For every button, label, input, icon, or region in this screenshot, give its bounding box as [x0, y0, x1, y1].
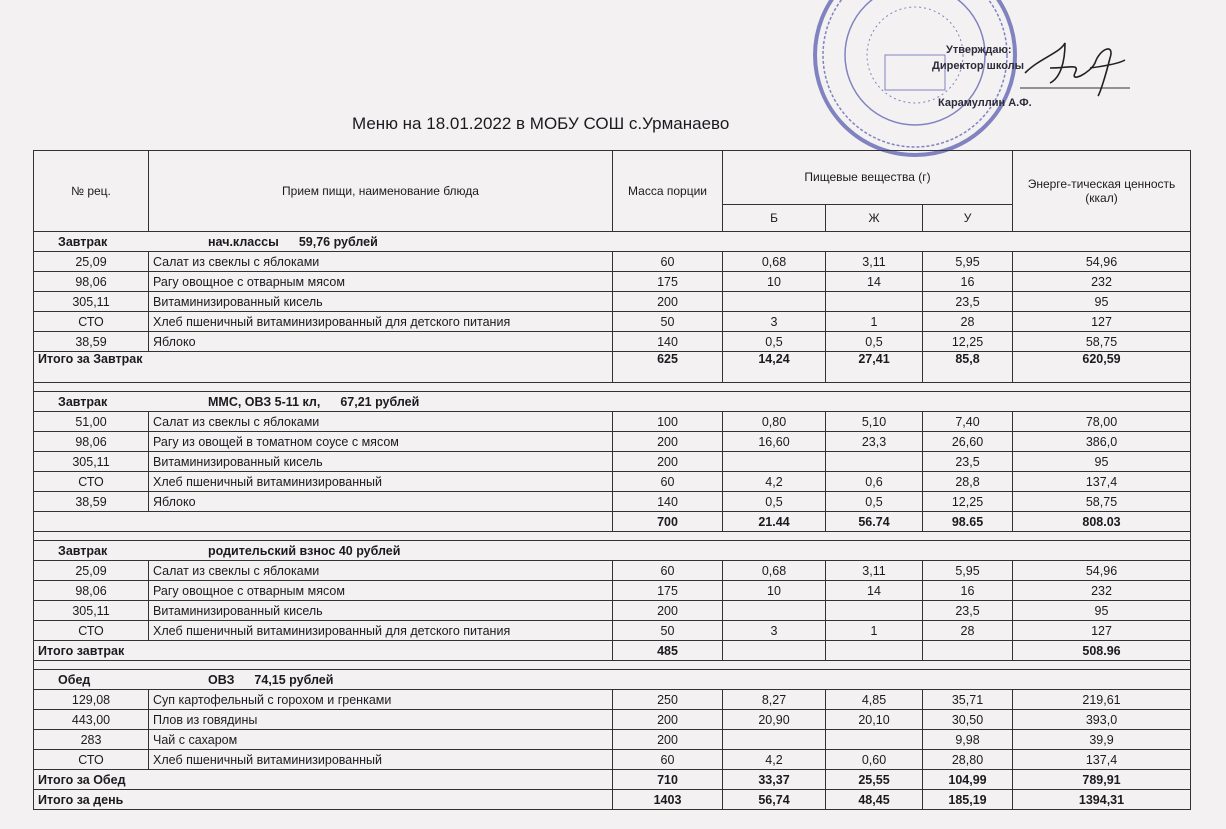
dish-name: Салат из свеклы с яблоками — [149, 252, 613, 272]
portion-mass: 60 — [613, 561, 723, 581]
portion-mass: 60 — [613, 750, 723, 770]
col-energy: Энерге-тическая ценность (ккал) — [1013, 151, 1191, 232]
table-row — [34, 432, 1191, 452]
col-mass: Масса порции — [613, 151, 723, 232]
group-label: родительский взнос 40 рублей — [208, 543, 401, 558]
carbs: 28,80 — [923, 750, 1013, 770]
fat — [826, 730, 923, 750]
section-title — [34, 392, 1191, 412]
menu-body — [34, 232, 1191, 810]
table-row — [34, 332, 1191, 352]
protein: 10 — [723, 272, 826, 292]
table-row — [34, 750, 1191, 770]
energy: 137,4 — [1013, 472, 1191, 492]
dish-name: Плов из говядины — [149, 710, 613, 730]
protein: 16,60 — [723, 432, 826, 452]
day-total-carbs: 185,19 — [923, 790, 1013, 810]
portion-mass: 50 — [613, 621, 723, 641]
col-carbs: У — [923, 204, 1013, 231]
fat: 23,3 — [826, 432, 923, 452]
col-dish: Прием пищи, наименование блюда — [149, 151, 613, 232]
portion-mass: 140 — [613, 492, 723, 512]
protein — [723, 601, 826, 621]
section-total-row — [34, 641, 1191, 661]
table-row — [34, 292, 1191, 312]
carbs: 28 — [923, 312, 1013, 332]
fat: 3,11 — [826, 561, 923, 581]
protein: 10 — [723, 581, 826, 601]
dish-name: Хлеб пшеничный витаминизированный — [149, 750, 613, 770]
dish-name: Яблоко — [149, 332, 613, 352]
spacer-cell — [34, 383, 1191, 392]
rec-number: 38,59 — [34, 492, 149, 512]
fat — [826, 452, 923, 472]
approve-label: Утверждаю: — [946, 44, 1012, 56]
table-row — [34, 730, 1191, 750]
dish-name: Хлеб пшеничный витаминизированный для детского питания — [149, 621, 613, 641]
total-energy: 789,91 — [1013, 770, 1191, 790]
section-header — [34, 670, 1191, 690]
energy: 95 — [1013, 292, 1191, 312]
protein: 0,68 — [723, 561, 826, 581]
fat: 0,5 — [826, 492, 923, 512]
signature — [1020, 38, 1140, 98]
energy: 137,4 — [1013, 750, 1191, 770]
protein — [723, 452, 826, 472]
fat: 0,60 — [826, 750, 923, 770]
total-fat: 25,55 — [826, 770, 923, 790]
table-row — [34, 252, 1191, 272]
total-label: Итого завтрак — [34, 641, 613, 661]
protein: 3 — [723, 312, 826, 332]
portion-mass: 140 — [613, 332, 723, 352]
section-header — [34, 232, 1191, 252]
rec-number: СТО — [34, 312, 149, 332]
protein: 0,5 — [723, 332, 826, 352]
table-row — [34, 412, 1191, 432]
carbs: 12,25 — [923, 332, 1013, 352]
school-stamp — [790, 0, 1050, 160]
total-label: Итого за Завтрак — [34, 352, 613, 383]
total-fat: 56.74 — [826, 512, 923, 532]
dish-name: Хлеб пшеничный витаминизированный для детского питания — [149, 312, 613, 332]
menu-table — [33, 150, 1191, 810]
rec-number: 98,06 — [34, 272, 149, 292]
day-total-fat: 48,45 — [826, 790, 923, 810]
energy: 58,75 — [1013, 492, 1191, 512]
section-total-row — [34, 512, 1191, 532]
energy: 393,0 — [1013, 710, 1191, 730]
carbs: 26,60 — [923, 432, 1013, 452]
section-title — [34, 541, 1191, 561]
rec-number: 305,11 — [34, 452, 149, 472]
energy: 127 — [1013, 312, 1191, 332]
total-mass: 625 — [613, 352, 723, 383]
meal-label: Завтрак — [58, 234, 108, 249]
total-fat: 27,41 — [826, 352, 923, 383]
table-row — [34, 272, 1191, 292]
rec-number: 98,06 — [34, 581, 149, 601]
page-title: Меню на 18.01.2022 в МОБУ СОШ с.Урманаево — [352, 114, 730, 133]
protein: 3 — [723, 621, 826, 641]
carbs: 7,40 — [923, 412, 1013, 432]
table-row — [34, 312, 1191, 332]
meal-label: Обед — [58, 672, 91, 687]
energy: 219,61 — [1013, 690, 1191, 710]
total-mass: 710 — [613, 770, 723, 790]
rec-number: 305,11 — [34, 601, 149, 621]
total-energy: 808.03 — [1013, 512, 1191, 532]
energy: 127 — [1013, 621, 1191, 641]
col-protein: Б — [723, 204, 826, 231]
section-total-row — [34, 770, 1191, 790]
carbs: 16 — [923, 272, 1013, 292]
section-header — [34, 541, 1191, 561]
fat: 0,6 — [826, 472, 923, 492]
carbs: 12,25 — [923, 492, 1013, 512]
fat: 20,10 — [826, 710, 923, 730]
protein: 0,5 — [723, 492, 826, 512]
dish-name: Рагу из овощей в томатном соусе с мясом — [149, 432, 613, 452]
portion-mass: 200 — [613, 710, 723, 730]
carbs: 5,95 — [923, 252, 1013, 272]
fat: 4,85 — [826, 690, 923, 710]
total-carbs: 98.65 — [923, 512, 1013, 532]
col-fat: Ж — [826, 204, 923, 231]
fat: 1 — [826, 621, 923, 641]
energy: 54,96 — [1013, 252, 1191, 272]
energy: 232 — [1013, 272, 1191, 292]
total-protein: 33,37 — [723, 770, 826, 790]
price-label: 59,76 рублей — [298, 234, 378, 249]
fat: 14 — [826, 272, 923, 292]
fat: 0,5 — [826, 332, 923, 352]
group-label: ОВЗ — [208, 672, 235, 687]
portion-mass: 50 — [613, 312, 723, 332]
section-title — [34, 670, 1191, 690]
group-label: нач.классы — [208, 234, 279, 249]
total-protein — [723, 641, 826, 661]
director-name: Карамуллин А.Ф. — [938, 97, 1032, 109]
group-label: ММС, ОВЗ 5-11 кл, — [208, 394, 321, 409]
energy: 54,96 — [1013, 561, 1191, 581]
dish-name: Витаминизированный кисель — [149, 601, 613, 621]
fat — [826, 601, 923, 621]
col-nutrients: Пищевые вещества (г) — [723, 151, 1013, 205]
price-label: 74,15 рублей — [254, 672, 334, 687]
dish-name: Хлеб пшеничный витаминизированный — [149, 472, 613, 492]
table-row — [34, 472, 1191, 492]
rec-number: СТО — [34, 472, 149, 492]
spacer — [34, 383, 1191, 392]
protein — [723, 292, 826, 312]
total-carbs: 104,99 — [923, 770, 1013, 790]
dish-name: Салат из свеклы с яблоками — [149, 561, 613, 581]
meal-label: Завтрак — [58, 543, 108, 558]
col-rec-number: № рец. — [34, 151, 149, 232]
day-total-energy: 1394,31 — [1013, 790, 1191, 810]
spacer-cell — [34, 532, 1191, 541]
portion-mass: 175 — [613, 581, 723, 601]
energy: 58,75 — [1013, 332, 1191, 352]
total-energy: 508.96 — [1013, 641, 1191, 661]
dish-name: Рагу овощное с отварным мясом — [149, 581, 613, 601]
carbs: 23,5 — [923, 292, 1013, 312]
spacer — [34, 532, 1191, 541]
table-row — [34, 492, 1191, 512]
fat — [826, 292, 923, 312]
rec-number: 305,11 — [34, 292, 149, 312]
rec-number: 443,00 — [34, 710, 149, 730]
fat: 1 — [826, 312, 923, 332]
carbs: 35,71 — [923, 690, 1013, 710]
table-row — [34, 452, 1191, 472]
rec-number: 25,09 — [34, 561, 149, 581]
total-label — [34, 512, 613, 532]
total-mass: 700 — [613, 512, 723, 532]
table-row — [34, 690, 1191, 710]
table-row — [34, 561, 1191, 581]
rec-number: 283 — [34, 730, 149, 750]
price-label: 67,21 рублей — [340, 394, 420, 409]
spacer — [34, 661, 1191, 670]
dish-name: Салат из свеклы с яблоками — [149, 412, 613, 432]
carbs: 23,5 — [923, 452, 1013, 472]
portion-mass: 200 — [613, 432, 723, 452]
table-row — [34, 710, 1191, 730]
carbs: 23,5 — [923, 601, 1013, 621]
total-label: Итого за Обед — [34, 770, 613, 790]
fat: 5,10 — [826, 412, 923, 432]
carbs: 28,8 — [923, 472, 1013, 492]
director-label: Директор школы — [932, 60, 1025, 72]
rec-number: 98,06 — [34, 432, 149, 452]
rec-number: 51,00 — [34, 412, 149, 432]
fat: 3,11 — [826, 252, 923, 272]
section-total-row — [34, 352, 1191, 383]
dish-name: Суп картофельный с горохом и гренками — [149, 690, 613, 710]
day-total-row — [34, 790, 1191, 810]
fat: 14 — [826, 581, 923, 601]
carbs: 16 — [923, 581, 1013, 601]
total-protein: 21.44 — [723, 512, 826, 532]
table-row — [34, 581, 1191, 601]
carbs: 30,50 — [923, 710, 1013, 730]
protein: 20,90 — [723, 710, 826, 730]
portion-mass: 60 — [613, 472, 723, 492]
protein: 8,27 — [723, 690, 826, 710]
protein: 4,2 — [723, 750, 826, 770]
carbs: 5,95 — [923, 561, 1013, 581]
total-fat — [826, 641, 923, 661]
energy: 95 — [1013, 601, 1191, 621]
meal-label: Завтрак — [58, 394, 108, 409]
portion-mass: 200 — [613, 730, 723, 750]
total-protein: 14,24 — [723, 352, 826, 383]
portion-mass: 175 — [613, 272, 723, 292]
dish-name: Чай с сахаром — [149, 730, 613, 750]
dish-name: Витаминизированный кисель — [149, 452, 613, 472]
protein: 0,68 — [723, 252, 826, 272]
carbs: 9,98 — [923, 730, 1013, 750]
rec-number: 25,09 — [34, 252, 149, 272]
total-energy: 620,59 — [1013, 352, 1191, 383]
rec-number: СТО — [34, 750, 149, 770]
dish-name: Яблоко — [149, 492, 613, 512]
total-carbs: 85,8 — [923, 352, 1013, 383]
energy: 78,00 — [1013, 412, 1191, 432]
table-row — [34, 601, 1191, 621]
energy: 95 — [1013, 452, 1191, 472]
portion-mass: 200 — [613, 452, 723, 472]
section-header — [34, 392, 1191, 412]
energy: 386,0 — [1013, 432, 1191, 452]
rec-number: СТО — [34, 621, 149, 641]
protein: 0,80 — [723, 412, 826, 432]
protein — [723, 730, 826, 750]
day-total-protein: 56,74 — [723, 790, 826, 810]
total-mass: 485 — [613, 641, 723, 661]
portion-mass: 200 — [613, 292, 723, 312]
portion-mass: 60 — [613, 252, 723, 272]
day-total-label: Итого за день — [34, 790, 613, 810]
portion-mass: 250 — [613, 690, 723, 710]
rec-number: 38,59 — [34, 332, 149, 352]
energy: 39,9 — [1013, 730, 1191, 750]
dish-name: Витаминизированный кисель — [149, 292, 613, 312]
portion-mass: 200 — [613, 601, 723, 621]
day-total-mass: 1403 — [613, 790, 723, 810]
dish-name: Рагу овощное с отварным мясом — [149, 272, 613, 292]
rec-number: 129,08 — [34, 690, 149, 710]
portion-mass: 100 — [613, 412, 723, 432]
energy: 232 — [1013, 581, 1191, 601]
table-row — [34, 621, 1191, 641]
section-title — [34, 232, 1191, 252]
carbs: 28 — [923, 621, 1013, 641]
total-carbs — [923, 641, 1013, 661]
protein: 4,2 — [723, 472, 826, 492]
spacer-cell — [34, 661, 1191, 670]
